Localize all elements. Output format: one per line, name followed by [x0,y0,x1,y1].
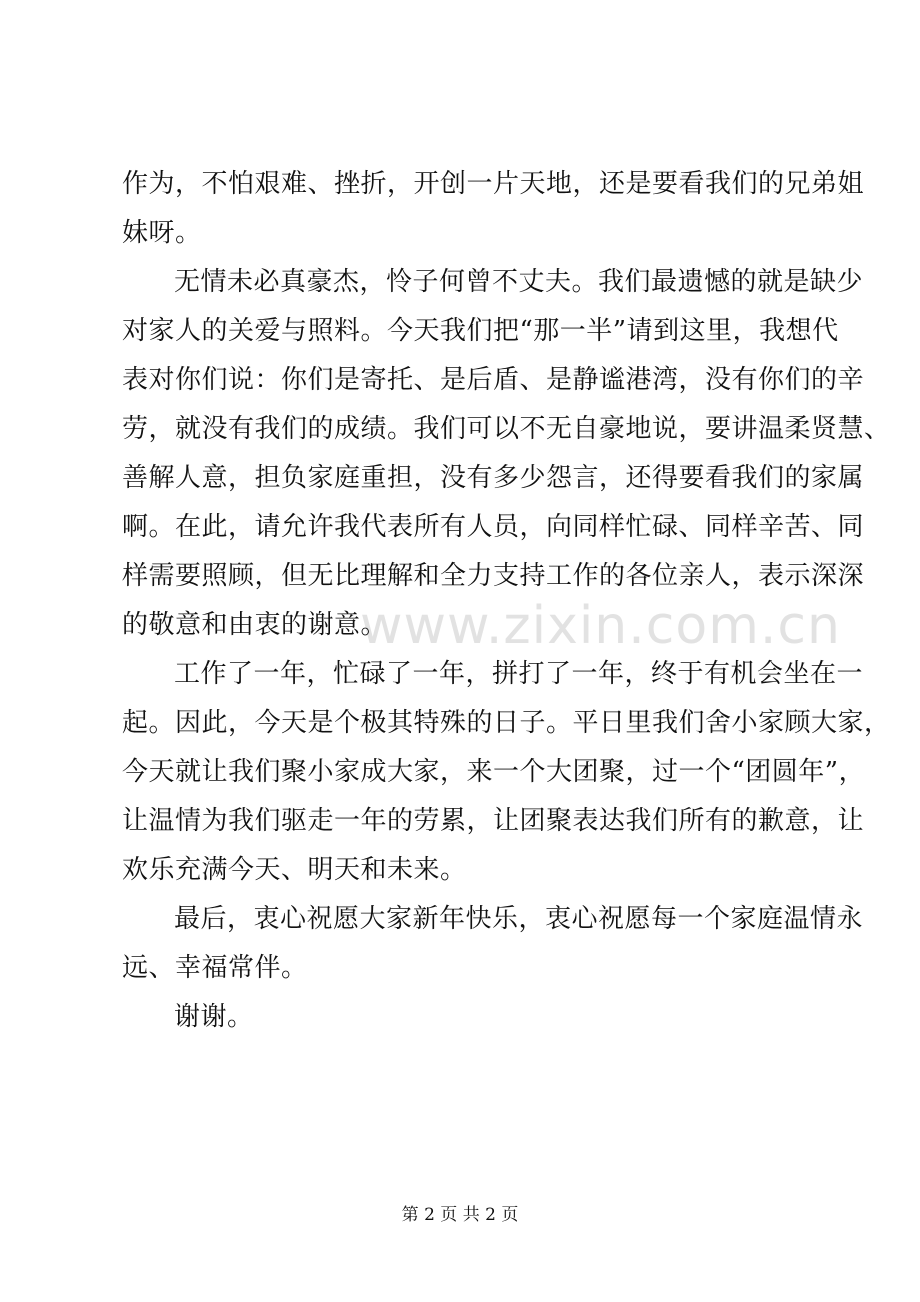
text-line: 的敬意和由衷的谢意。 [122,610,388,640]
body-text [122,160,891,1042]
text-line: 工作了一年，忙碌了一年，拼打了一年，终于有机会坐在一 [174,659,864,689]
text-line: 妹呀。 [122,218,202,248]
text-line: 起。因此，今天是个极其特殊的日子。平日里我们舍小家顾大家， [122,708,891,738]
watermark: www.zixin.com.cn [360,596,841,656]
text-line: 劳，就没有我们的成绩。我们可以不无自豪地说，要讲温柔贤慧、 [122,414,891,444]
text-line: 无情未必真豪杰，怜子何曾不丈夫。我们最遗憾的就是缺少 [174,267,864,297]
text-line: 远、幸福常伴。 [122,953,308,983]
text-line: 啊。在此，请允许我代表所有人员，向同样忙碌、同样辛苦、同 [122,512,865,542]
text-line: 对家人的关爱与照料。今天我们把“那一半”请到这里，我想代 [122,316,839,346]
text-line: 作为，不怕艰难、挫折，开创一片天地，还是要看我们的兄弟姐 [122,169,865,199]
text-line: 让温情为我们驱走一年的劳累，让团聚表达我们所有的歉意，让 [122,806,865,836]
text-line: 最后，衷心祝愿大家新年快乐，衷心祝愿每一个家庭温情永 [174,904,864,934]
text-line: 谢谢。 [174,1002,254,1032]
text-line: 欢乐充满今天、明天和未来。 [122,855,467,885]
text-line: 样需要照顾，但无比理解和全力支持工作的各位亲人，表示深深 [122,561,865,591]
text-line: 表对你们说：你们是寄托、是后盾、是静谧港湾，没有你们的辛 [122,365,865,395]
text-line: 今天就让我们聚小家成大家，来一个大团聚，过一个“团圆年”， [122,757,866,787]
page-number-footer: 第 2 页 共 2 页 [401,1205,519,1225]
text-line: 善解人意，担负家庭重担，没有多少怨言，还得要看我们的家属 [122,463,865,493]
